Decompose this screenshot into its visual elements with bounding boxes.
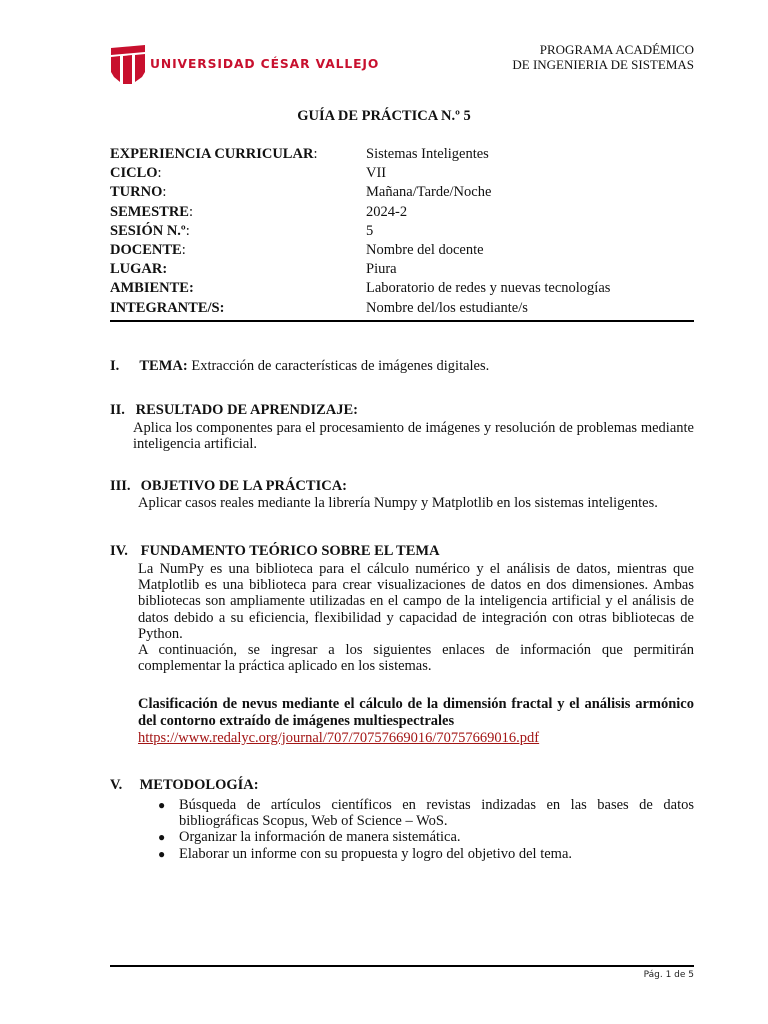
university-logo — [110, 44, 380, 84]
info-value: Mañana/Tarde/Noche — [366, 184, 492, 201]
info-value: Nombre del/los estudiante/s — [366, 299, 528, 316]
info-row — [110, 222, 694, 241]
section-number: I. — [110, 358, 120, 374]
section-fundamento-heading — [110, 543, 694, 560]
info-row — [110, 260, 694, 279]
section-resultado-text: Aplica los componentes para el procesamiento de imágenes y resolución de problemas mediante inteligencia artificial. — [133, 420, 694, 453]
info-row — [110, 183, 694, 202]
info-key: INTEGRANTE/S: — [110, 299, 225, 316]
info-key: EXPERIENCIA CURRICULAR — [110, 146, 314, 162]
section-number: III. — [110, 478, 131, 494]
info-row — [110, 299, 694, 318]
info-value: 2024-2 — [366, 203, 408, 220]
paragraph: La NumPy es una biblioteca para el cálculo numérico y el análisis de datos, mientras que Matplotlib es una biblioteca para crear visualizaciones de datos en dos dimensiones. Ambas bibliotecas son ampliamente utilizadas en el campo de la inteligencia artificial y el análisis de datos debido a su eficiencia, flexibilidad y capacidad de integración con otras bibliotecas de Python. — [138, 561, 694, 642]
info-value: Laboratorio de redes y nuevas tecnologías — [366, 280, 611, 297]
info-colon: : — [188, 203, 194, 220]
reference-title: Clasificación de nevus mediante el cálculo de la dimensión fractal y el análisis armónico del contorno extraído de imágenes multiespectrales — [138, 696, 694, 729]
section-objetivo-text: Aplicar casos reales mediante la librería Numpy y Matplotlib en los sistemas inteligentes. — [138, 495, 658, 511]
info-row — [110, 164, 694, 183]
info-table — [110, 145, 694, 322]
university-shield-icon — [110, 44, 146, 84]
info-key: DOCENTE — [110, 241, 182, 258]
section-number: II. — [110, 402, 125, 418]
section-tema — [110, 358, 694, 375]
info-key: TURNO — [110, 184, 163, 201]
list-item — [158, 797, 694, 829]
bullet-icon: ● — [158, 846, 166, 861]
section-label: METODOLOGÍA: — [139, 777, 259, 793]
info-value: VII — [366, 165, 387, 182]
section-label: OBJETIVO DE LA PRÁCTICA: — [140, 478, 347, 494]
list-item-text: Elaborar un informe con su propuesta y logro del objetivo del tema. — [179, 845, 573, 862]
info-row — [110, 241, 694, 260]
list-item — [158, 846, 694, 862]
info-colon: : — [185, 222, 190, 239]
list-item-text: Organizar la información de manera sistemática. — [179, 829, 461, 846]
section-number: V. — [110, 777, 123, 793]
guide-title: GUÍA DE PRÁCTICA N.º 5 — [297, 108, 471, 124]
info-key: SESIÓN N.º — [110, 222, 186, 239]
program-line-1: PROGRAMA ACADÉMICO — [539, 42, 694, 57]
section-label: TEMA: — [139, 358, 188, 374]
info-key: CICLO — [110, 165, 158, 182]
info-colon: : — [313, 146, 318, 162]
section-resultado-heading — [110, 402, 694, 419]
info-key: SEMESTRE — [110, 203, 189, 220]
section-label: RESULTADO DE APRENDIZAJE: — [135, 402, 359, 418]
bullet-icon: ● — [158, 798, 166, 812]
section-metodologia-heading — [110, 777, 694, 794]
list-item-text: Búsqueda de artículos científicos en revistas indizadas en las bases de datos bibliográficas Scopus, Web of Science – WoS. — [179, 797, 694, 830]
program-header — [512, 42, 694, 72]
info-value: Piura — [366, 261, 397, 278]
section-number: IV. — [110, 543, 128, 559]
info-key: AMBIENTE: — [110, 280, 194, 297]
info-value: Nombre del docente — [366, 241, 484, 258]
footer-divider — [110, 965, 694, 967]
info-colon: : — [181, 241, 186, 258]
section-fundamento-body — [138, 561, 694, 674]
section-objetivo-heading — [110, 478, 694, 495]
section-label: FUNDAMENTO TEÓRICO SOBRE EL TEMA — [140, 543, 440, 559]
info-colon: : — [157, 165, 162, 182]
info-row — [110, 279, 694, 298]
info-row — [110, 203, 694, 222]
section-text: Extracción de características de imágenes digitales. — [191, 358, 490, 374]
reference-link[interactable]: https://www.redalyc.org/journal/707/70757669016/70757669016.pdf — [138, 730, 540, 746]
info-row — [110, 145, 694, 164]
info-key: LUGAR: — [110, 261, 168, 278]
page-number: Pág. 1 de 5 — [643, 970, 694, 980]
info-colon: : — [162, 184, 167, 201]
bullet-icon: ● — [158, 830, 166, 845]
logo-text: UNIVERSIDAD CÉSAR VALLEJO — [150, 57, 380, 71]
info-value: 5 — [366, 222, 374, 239]
paragraph: A continuación, se ingresar a los siguientes enlaces de información que permitirán complementar la práctica aplicado en los sistemas. — [138, 642, 694, 675]
list-item — [158, 829, 694, 845]
methodology-list — [158, 797, 694, 862]
program-line-2: DE INGENIERIA DE SISTEMAS — [512, 57, 694, 72]
info-value: Sistemas Inteligentes — [366, 146, 489, 162]
